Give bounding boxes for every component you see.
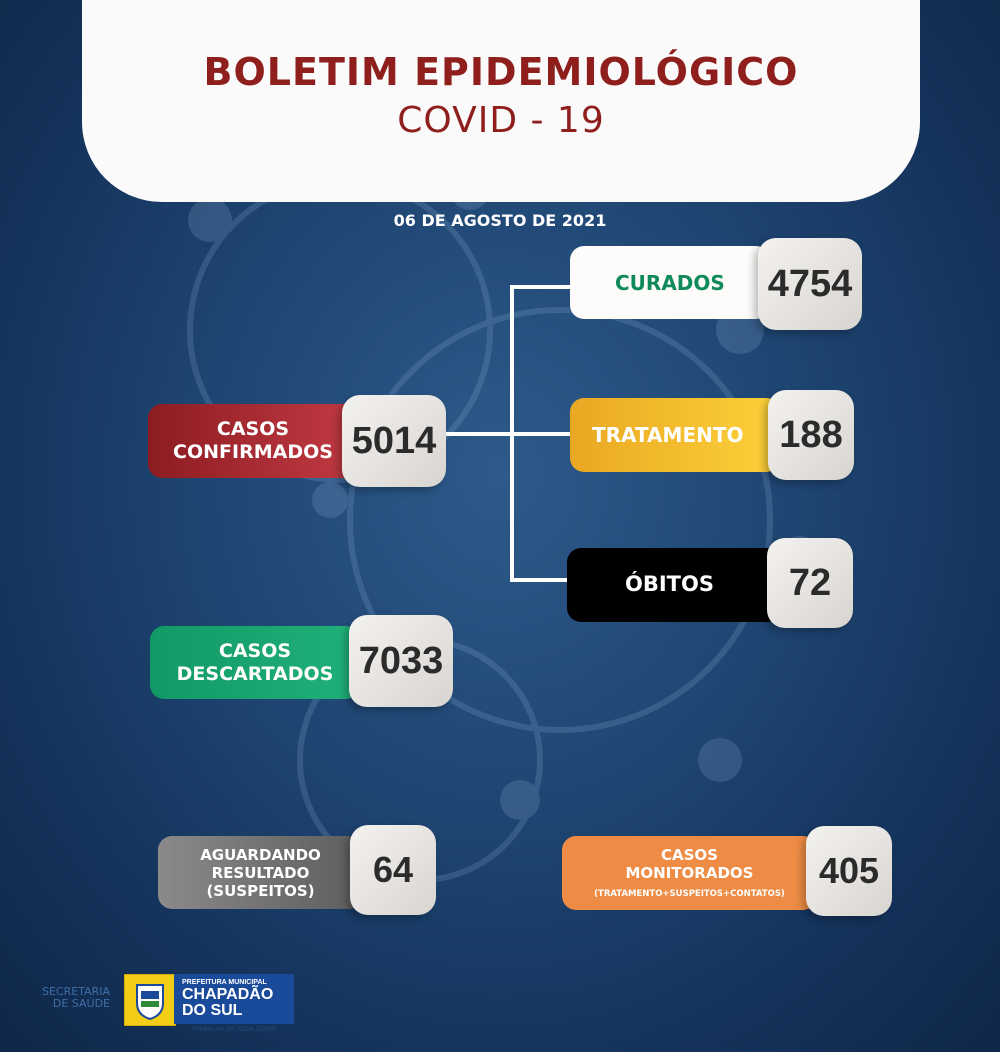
curados-value: 4754 <box>758 238 862 330</box>
confirmados-label: CASOS CONFIRMADOS <box>148 404 358 478</box>
monitorados-label: CASOS MONITORADOS (TRATAMENTO+SUSPEITOS+CONTATOS) <box>562 836 817 910</box>
descartados-value: 7033 <box>349 615 453 707</box>
aguardando-value: 64 <box>350 825 436 915</box>
secretaria-label: SECRETARIA DE SAÚDE <box>41 985 110 1011</box>
prefeitura-logo: PREFEITURA MUNICIPAL CHAPADÃO DO SUL <box>174 974 294 1024</box>
page-subtitle: COVID - 19 <box>397 100 605 141</box>
descartados-label: CASOS DESCARTADOS <box>150 626 360 699</box>
aguardando-label: AGUARDANDO RESULTADO (SUSPEITOS) <box>158 836 363 909</box>
tratamento-label: TRATAMENTO <box>570 398 780 472</box>
obitos-value: 72 <box>767 538 853 628</box>
monitorados-value: 405 <box>806 826 892 916</box>
obitos-label: ÓBITOS <box>567 548 782 622</box>
curados-label: CURADOS <box>570 246 770 319</box>
page-title: BOLETIM EPIDEMIOLÓGICO <box>203 50 799 94</box>
city-crest-icon <box>124 974 176 1026</box>
tratamento-value: 188 <box>768 390 854 480</box>
confirmados-value: 5014 <box>342 395 446 487</box>
prefeitura-tagline: TRABALHO DE TODA GENTE <box>191 1026 277 1033</box>
bulletin-date: 06 DE AGOSTO DE 2021 <box>393 211 607 230</box>
